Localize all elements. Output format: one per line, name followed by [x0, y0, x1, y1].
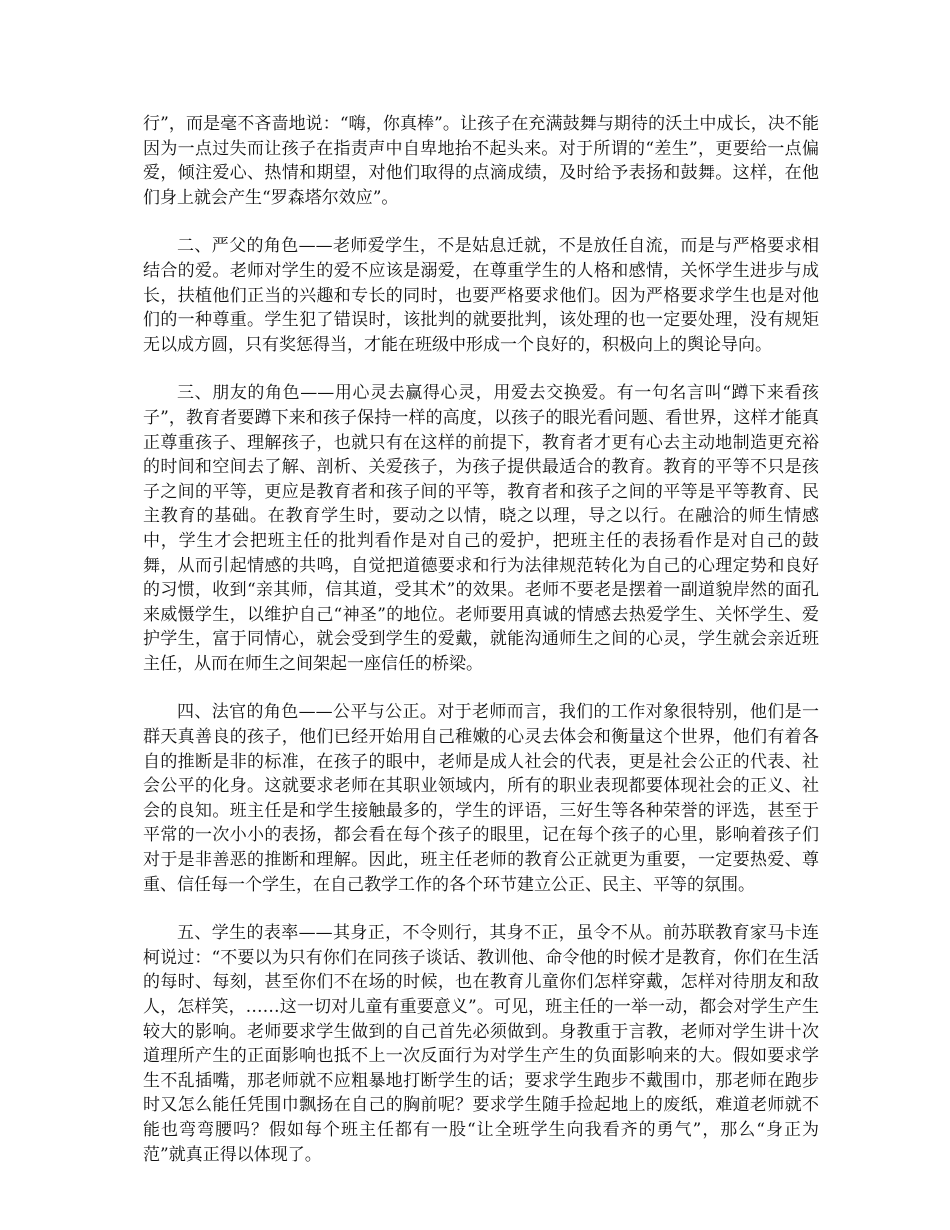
paragraph-role-model: 五、学生的表率——其身正，不令则行，其身不正，虽令不从。前苏联教育家马卡连柯说过：“不要以为只有你们在同孩子谈话、教训他、命令他的时候才是教育，你们在生活的每时、每刻，甚至你们不在场的时候，也在教育儿童你们怎样穿戴，怎样对待朋友和敌人，怎样笑，……这一切对儿童有重要意义”。可见，班主任的一举一动，都会对学生产生较大的影响。老师要求学生做到的自己首先必须做到。身教重于言教，老师对学生讲十次道理所产生的正面影响也抵不上一次反面行为对学生产生的负面影响来的大。假如要求学生不乱插嘴，那老师就不应粗暴地打断学生的话；要求学生跑步不戴围巾，那老师在跑步时又怎么能任凭围巾飘扬在自己的胸前呢？要求学生随手捡起地上的废纸，难道老师就不能也弯弯腰吗？假如每个班主任都有一股“让全班学生向我看齐的勇气”，那么“身正为范”就真正得以体现了。: [143, 923, 819, 1165]
document-page: [143, 112, 819, 1191]
paragraph-friend-role: 三、朋友的角色——用心灵去赢得心灵，用爱去交换爱。有一句名言叫“蹲下来看孩子”，教育者要蹲下来和孩子保持一样的高度，以孩子的眼光看问题、看世界，这样才能真正尊重孩子、理解孩子，也就只有在这样的前提下，教育者才更有心去主动地制造更充裕的时间和空间去了解、剖析、关爱孩子，为孩子提供最适合的教育。教育的平等不只是孩子之间的平等，更应是教育者和孩子间的平等，教育者和孩子之间的平等是平等教育、民主教育的基础。在教育学生时，要动之以情，晓之以理，导之以行。在融洽的师生情感中，学生才会把班主任的批判看作是对自己的爱护，把班主任的表扬看作是对自己的鼓舞，从而引起情感的共鸣，自觉把道德要求和行为法律规范转化为自己的心理定势和良好的习惯，收到“亲其师，信其道，受其术”的效果。老师不要老是摆着一副道貌岸然的面孔来威慑学生，以维护自己“神圣”的地位。老师要用真诚的情感去热爱学生、关怀学生、爱护学生，富于同情心，就会受到学生的爱戴，就能沟通师生之间的心灵，学生就会亲近班主任，从而在师生之间架起一座信任的桥梁。: [143, 383, 819, 674]
paragraph-continuation: 行”，而是毫不吝啬地说：“嗨，你真棒”。让孩子在充满鼓舞与期待的沃土中成长，决不能因为一点过失而让孩子在指责声中自卑地抬不起头来。对于所谓的“差生”，更要给一点偏爱，倾注爱心、热情和期望，对他们取得的点滴成绩，及时给予表扬和鼓舞。这样，在他们身上就会产生“罗森塔尔效应”。: [143, 114, 819, 208]
paragraph-judge-role: 四、法官的角色——公平与公正。对于老师而言，我们的工作对象很特别，他们是一群天真善良的孩子，他们已经开始用自己稚嫩的心灵去体会和衡量这个世界，他们有着各自的推断是非的标准，在孩子的眼中，老师是成人社会的代表，更是社会公正的代表、社会公平的化身。这就要求老师在其职业领域内，所有的职业表现都要体现社会的正义、社会的良知。班主任是和学生接触最多的，学生的评语，三好生等各种荣誉的评选，甚至于平常的一次小小的表扬，都会看在每个孩子的眼里，记在每个孩子的心里，影响着孩子们对于是非善恶的推断和理解。因此，班主任老师的教育公正就更为重要，一定要热爱、尊重、信任每一个学生，在自己教学工作的各个环节建立公正、民主、平等的氛围。: [143, 702, 819, 895]
paragraph-strict-father-role: 二、严父的角色——老师爱学生，不是姑息迁就，不是放任自流，而是与严格要求相结合的爱。老师对学生的爱不应该是溺爱，在尊重学生的人格和感情，关怀学生进步与成长，扶植他们正当的兴趣和专长的同时，也要严格要求他们。因为严格要求学生也是对他们的一种尊重。学生犯了错误时，该批判的就要批判，该处理的也一定要处理，没有规矩无以成方圆，只有奖惩得当，才能在班级中形成一个良好的，积极向上的舆论导向。: [143, 236, 819, 355]
